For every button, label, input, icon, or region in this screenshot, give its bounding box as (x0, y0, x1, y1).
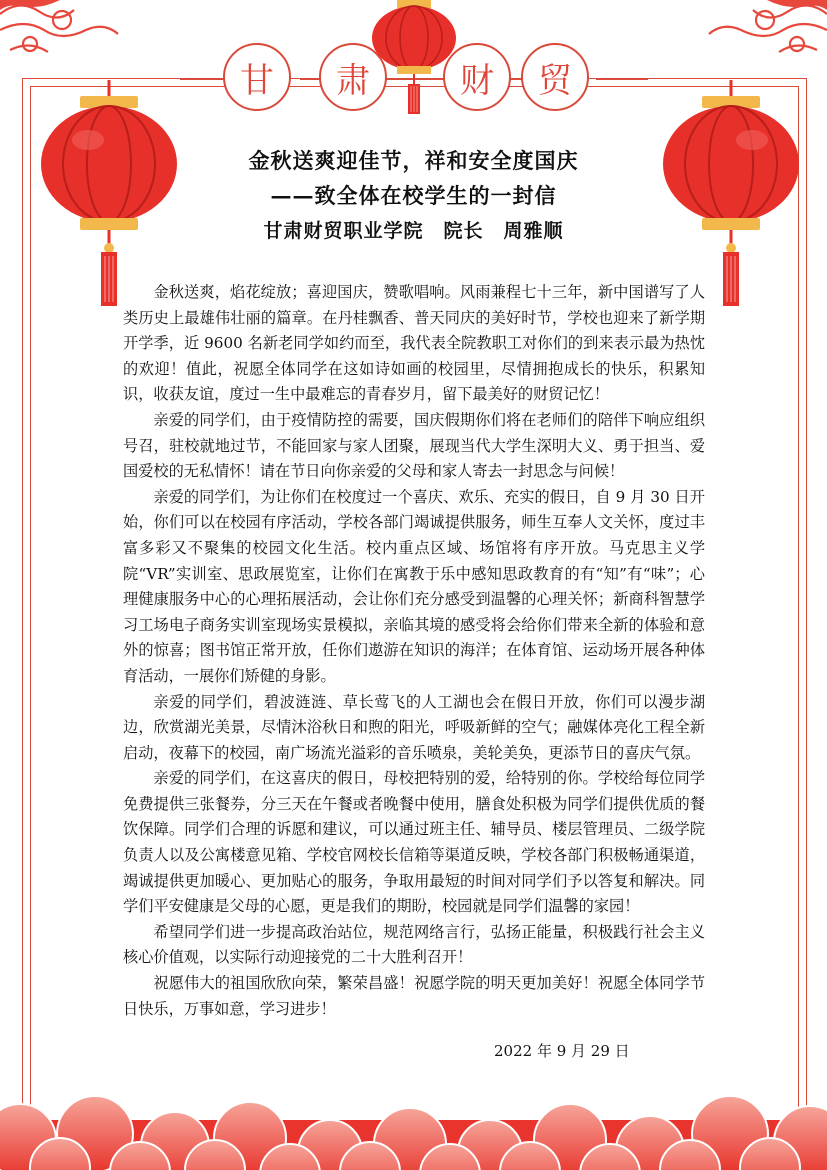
wave-pattern-icon (0, 1060, 827, 1170)
paragraph: 亲爱的同学们，碧波涟涟、草长莺飞的人工湖也会在假日开放，你们可以漫步湖边，欣赏湖光美景，尽情沐浴秋日和煦的阳光，呼吸新鲜的空气；融媒体亮化工程全新启动，夜幕下的校园，南广场流光溢彩的音乐喷泉，美轮美奂，更添节日的喜庆气氛。 (123, 692, 705, 762)
header-badge-1: 甘 (223, 43, 291, 111)
paragraph: 祝愿伟大的祖国欣欣向荣，繁荣昌盛！祝愿学院的明天更加美好！祝愿全体同学节日快乐，万事如意，学习进步！ (123, 974, 705, 1018)
letter-subtitle: ——致全体在校学生的一封信 (270, 183, 557, 208)
lantern-top-icon (369, 0, 459, 118)
paragraph: 希望同学们进一步提高政治站位，规范网络言行，弘扬正能量，积极践行社会主义核心价值观，以实际行动迎接党的二十大胜利召开！ (123, 922, 705, 967)
paragraph: 金秋送爽，焰花绽放；喜迎国庆，赞歌唱响。风雨兼程七十三年，新中国谱写了人类历史上最雄伟壮丽的篇章。在丹桂飘香、普天同庆的美好时节，学校也迎来了新学期开学季，近 9600 名新老同学如约而至，我代表全院教职工对你们的到来表示最为热忱的欢迎！值此，祝愿全体同学在这如诗如画的校园里，尽情拥抱成长的快乐，积累知识，收获友谊，度过一生中最难忘的青春岁月，留下最美好的财贸记忆！ (123, 283, 705, 404)
header-badge-2: 肃 (319, 43, 387, 111)
header-badge-4: 贸 (521, 43, 589, 111)
letter-body (123, 280, 705, 1022)
paragraph: 亲爱的同学们，在这喜庆的假日，母校把特别的爱，给特别的你。学校给每位同学免费提供三张餐券，分三天在午餐或者晚餐中使用，膳食处积极为同学们提供优质的餐饮保障。同学们合理的诉愿和建议，可以通过班主任、辅导员、楼层管理员、二级学院负责人以及公寓楼意见箱、学校官网校长信箱等渠道反映，学校各部门积极畅通渠道，竭诚提供更加暖心、更加贴心的服务，争取用最短的时间对同学们予以答复和解决。同学们平安健康是父母的心愿，更是我们的期盼，校园就是同学们温馨的家园！ (123, 769, 705, 916)
header-line-right (596, 78, 648, 80)
paragraph: 亲爱的同学们，为让你们在校度过一个喜庆、欢乐、充实的假日，自 9 月 30 日开始，你们可以在校园有序活动，学校各部门竭诚提供服务，师生互奉人文关怀，度过丰富多彩又不聚集的校园文化生活。校内重点区域、场馆将有序开放。马克思主义学院“VR”实训室、思政展览室，让你们在寓教于乐中感知思政教育的有“知”有“味”；心理健康服务中心的心理拓展活动，会让你们充分感受到温馨的心理关怀；新商科智慧学习工场电子商务实训室现场实景模拟，亲临其境的感受将会给你们带来全新的体验和意外的惊喜；图书馆正常开放，任你们遨游在知识的海洋；在体育馆、运动场开展各种体育活动，一展你们矫健的身影。 (123, 487, 705, 685)
letter-author: 甘肃财贸职业学院 院长 周雅顺 (263, 220, 564, 242)
cloud-corner-left-icon (0, 0, 150, 80)
letter-date: 2022 年 9 月 29 日 (494, 1042, 630, 1060)
paragraph: 亲爱的同学们，由于疫情防控的需要，国庆假期你们将在老师们的陪伴下响应组织号召，驻校就地过节，不能回家与家人团聚，展现当代大学生深明大义、勇于担当、爱国爱校的无私情怀！请在节日向你亲爱的父母和家人寄去一封思念与问候！ (123, 410, 705, 481)
header-badge-3: 财 (443, 43, 511, 111)
cloud-corner-right-icon (677, 0, 827, 80)
letter-title: 金秋送爽迎佳节，祥和安全度国庆 (248, 148, 579, 173)
